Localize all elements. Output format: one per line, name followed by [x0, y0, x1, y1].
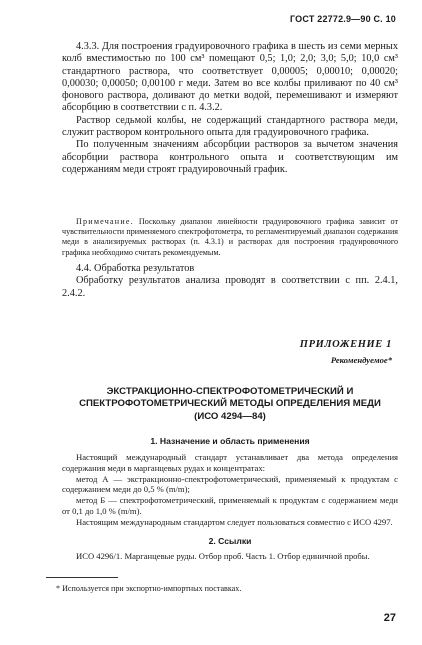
- title-line: ЭКСТРАКЦИОННО-СПЕКТРОФОТОМЕТРИЧЕСКИЙ И: [106, 386, 354, 397]
- section-2-heading: 2. Ссылки: [208, 536, 252, 546]
- section-heading: 4.4. Обработка результатов: [76, 263, 195, 274]
- section-2: [62, 551, 398, 562]
- appendix-status: Рекомендуемое*: [330, 355, 392, 365]
- title-line: СПЕКТРОФОТОМЕТРИЧЕСКИЙ МЕТОДЫ ОПРЕДЕЛЕНИЯ МЕДИ: [79, 398, 381, 410]
- paragraph: Раствор седьмой колбы, не содержащий стандартного раствора меди, служит раствором контрольного опыта для градуировочного графика.: [62, 114, 398, 139]
- title-line: (ИСО 4294—84): [194, 410, 266, 422]
- page-header: ГОСТ 22772.9—90 С. 10: [289, 14, 396, 24]
- reference-paragraph: ИСО 4296/1. Марганцевые руды. Отбор проб. Часть 1. Отбор единичной пробы.: [76, 551, 370, 561]
- note-text: Поскольку диапазон линейности градуировочного графика зависит от чувствительности применяемого спектрофотометра, то регламентируемый диапазон содержания меди в анализируемых растворах (п. 4.3.1) и растворах для построения градуировочного графика необходимо считать рекомендуемым.: [62, 217, 398, 257]
- method-b: метод Б — спектрофотометрический, применяемый к продуктам с содержанием меди от 0,1 до 1,0 % (m/m).: [62, 495, 398, 516]
- appendix-title: [60, 386, 400, 423]
- section-4-4: [62, 263, 398, 300]
- paragraph: Настоящим международным стандартом следует пользоваться совместно с ИСО 4297.: [76, 516, 393, 527]
- section-1-heading: 1. Назначение и область применения: [150, 436, 310, 446]
- appendix-label: ПРИЛОЖЕНИЕ 1: [299, 339, 392, 350]
- method-a: метод А — экстракционно-спектрофотометрический, применяемый к продуктам с содержанием меди до 0,5 % (m/m);: [62, 473, 398, 495]
- section-4-3-3: [62, 41, 398, 176]
- footnote: * Используется при экспортно-импортных поставках.: [56, 584, 242, 593]
- paragraph: Настоящий международный стандарт устанавливает два метода определения содержания меди в марганцевых рудах и концентратах:: [62, 452, 398, 473]
- footnote-divider: [46, 577, 118, 578]
- note-block: [62, 217, 398, 258]
- paragraph: 4.3.3. Для построения градуировочного графика в шесть из семи мерных колб вместимостью по 100 см³ помещают 0,5; 1,0; 2,0; 3,0; 5,0; 10,0 см³ стандартного раствора, что соответствует 0,00005; 0,00010; 0,00020; 0,00030; 0,00050; 0,00100 г меди. Затем во все колбы приливают по 40 см³ фонового раствора, доливают до метки водой, перемешивают и измеряют абсорбцию в соответствии с п. 4.3.2.: [62, 41, 398, 114]
- paragraph: По полученным значениям абсорбции растворов за вычетом значения абсорбции раствора контрольного опыта и соответствующим им содержаниям меди строят градуировочный график.: [62, 139, 398, 175]
- page-number: 27: [383, 612, 396, 624]
- note-label: Примечание.: [76, 217, 134, 226]
- section-1: [62, 452, 398, 528]
- note-paragraph: [62, 217, 398, 258]
- paragraph: Обработку результатов анализа проводят в соответствии с пп. 2.4.1, 2.4.2.: [62, 275, 398, 299]
